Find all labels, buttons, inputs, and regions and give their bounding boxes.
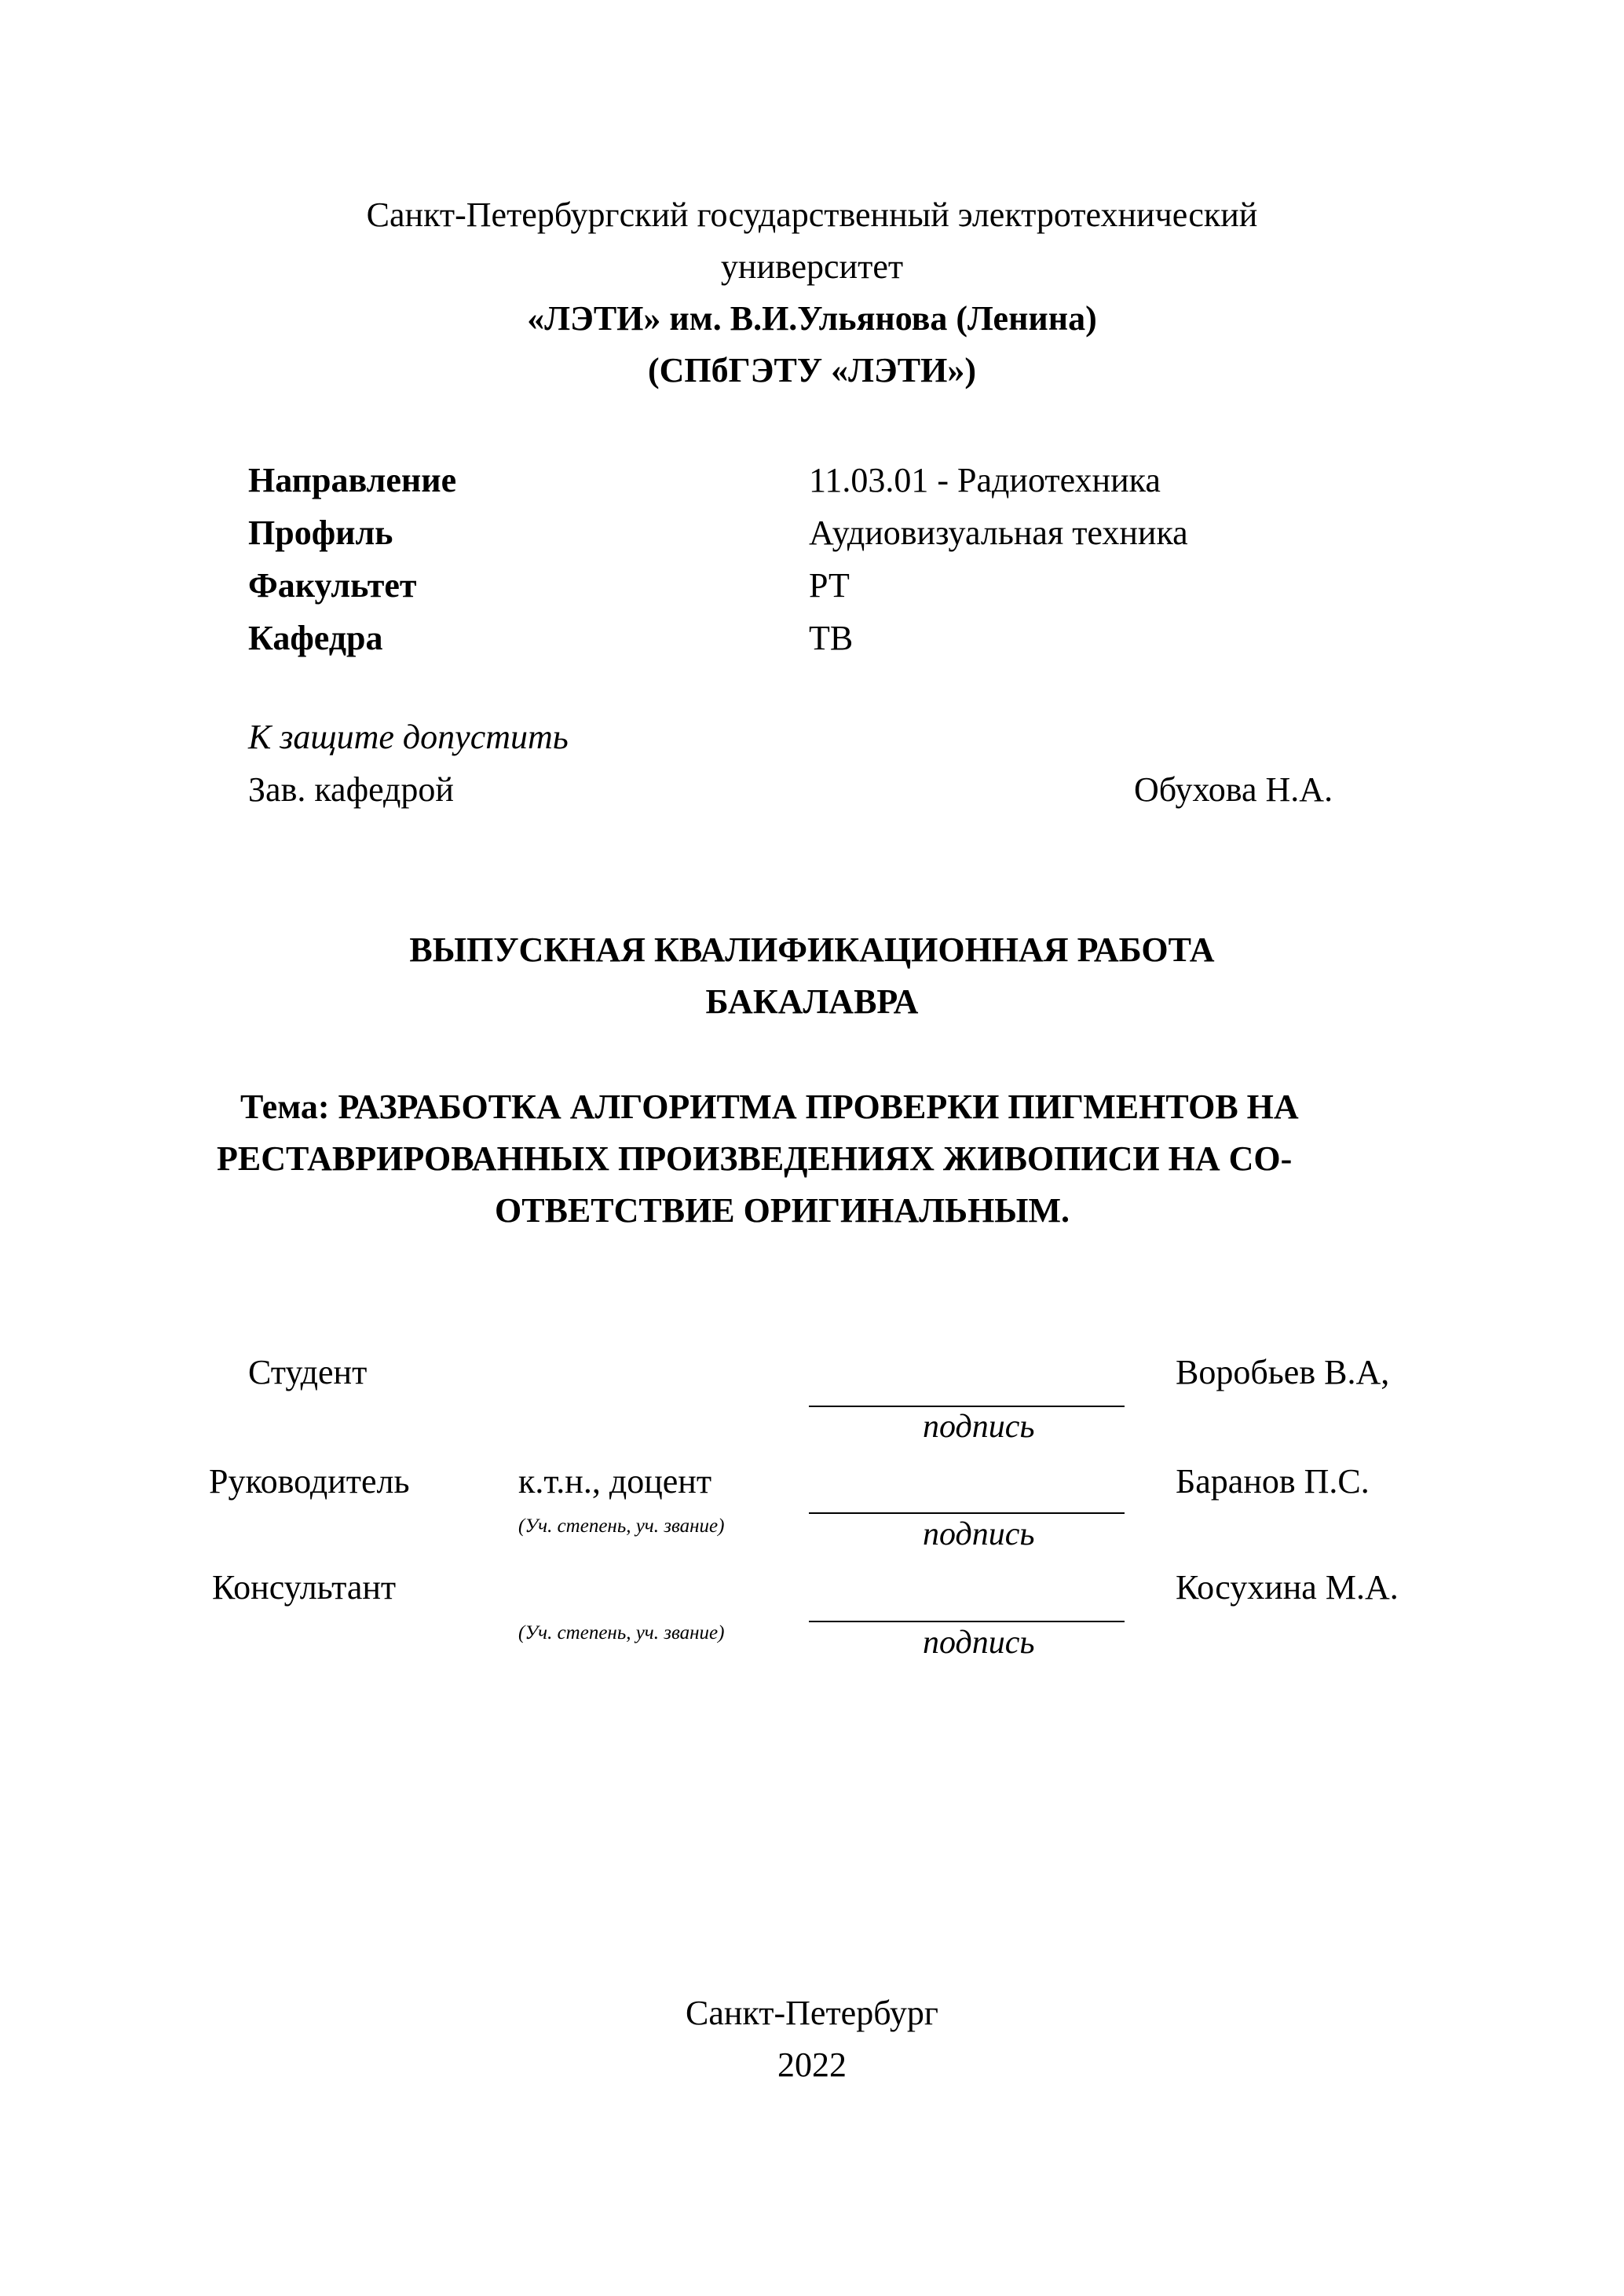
- supervisor-degree-hint: (Уч. степень, уч. звание): [518, 1515, 725, 1537]
- work-title-line2: БАКАЛАВРА: [705, 982, 919, 1021]
- consultant-role: Консультант: [212, 1568, 397, 1607]
- info-value-faculty: РТ: [809, 566, 850, 605]
- university-abbreviation: (СПбГЭТУ «ЛЭТИ»): [648, 351, 976, 389]
- footer-city: Санкт-Петербург: [686, 1994, 938, 2032]
- student-signature-hint: подпись: [923, 1409, 1035, 1445]
- info-label-department: Кафедра: [248, 619, 383, 657]
- student-name: Воробьев В.А,: [1176, 1353, 1390, 1391]
- work-title-line1: ВЫПУСКНАЯ КВАЛИФИКАЦИОННАЯ РАБОТА: [409, 930, 1215, 969]
- footer-year: 2022: [777, 2046, 847, 2084]
- consultant-degree-hint: (Уч. степень, уч. звание): [518, 1622, 725, 1643]
- head-of-department-name: Обухова Н.А.: [1134, 770, 1333, 809]
- topic-line2: РЕСТАВРИРОВАННЫХ ПРОИЗВЕДЕНИЯХ ЖИВОПИСИ НА СО-: [217, 1139, 1293, 1178]
- info-label-profile: Профиль: [248, 514, 393, 552]
- info-label-direction: Направление: [248, 461, 457, 499]
- student-signature-line: [809, 1406, 1125, 1407]
- consultant-signature-hint: подпись: [923, 1625, 1035, 1661]
- topic-line3: ОТВЕТСТВИЕ ОРИГИНАЛЬНЫМ.: [495, 1191, 1070, 1230]
- consultant-name: Косухина М.А.: [1176, 1568, 1399, 1607]
- supervisor-signature-line: [809, 1512, 1125, 1514]
- university-name-line3: «ЛЭТИ» им. В.И.Ульянова (Ленина): [527, 299, 1097, 338]
- admit-to-defense: К защите допустить: [248, 718, 569, 756]
- topic-line1: Тема: РАЗРАБОТКА АЛГОРИТМА ПРОВЕРКИ ПИГМЕНТОВ НА: [240, 1088, 1299, 1126]
- student-role: Студент: [248, 1353, 368, 1391]
- supervisor-signature-hint: подпись: [923, 1516, 1035, 1552]
- info-value-department: ТВ: [809, 619, 854, 657]
- university-name-line2: университет: [720, 247, 904, 286]
- university-name-line1: Санкт-Петербургский государственный электротехнический: [366, 196, 1258, 234]
- head-of-department-label: Зав. кафедрой: [248, 770, 454, 809]
- info-value-profile: Аудиовизуальная техника: [809, 514, 1188, 552]
- consultant-signature-line: [809, 1621, 1125, 1622]
- supervisor-degree: к.т.н., доцент: [518, 1462, 712, 1501]
- supervisor-role: Руководитель: [209, 1462, 410, 1501]
- info-value-direction: 11.03.01 - Радиотехника: [809, 461, 1161, 499]
- info-label-faculty: Факультет: [248, 566, 417, 605]
- supervisor-name: Баранов П.С.: [1176, 1462, 1370, 1501]
